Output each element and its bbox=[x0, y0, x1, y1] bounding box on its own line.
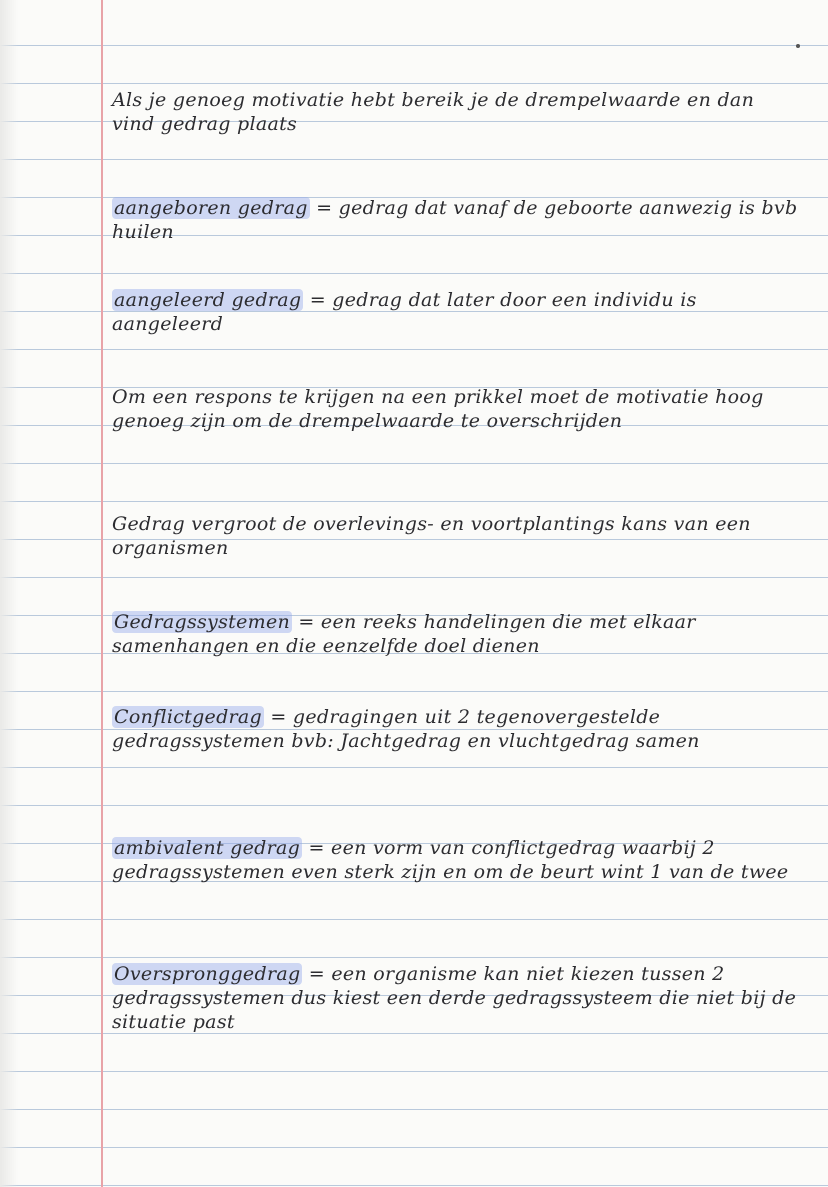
highlighted-term: Conflictgedrag bbox=[114, 706, 263, 728]
note-ambivalent-behaviour bbox=[112, 836, 802, 884]
highlighted-term: aangeboren gedrag bbox=[114, 197, 308, 219]
note-text: = gedragingen uit 2 tegenovergestelde gedragssystemen bvb: Jachtgedrag en vluchtgedrag samen bbox=[112, 706, 700, 752]
highlighted-term: ambivalent gedrag bbox=[114, 837, 301, 859]
note-innate-behaviour bbox=[112, 196, 802, 244]
page-edge-shadow bbox=[0, 0, 18, 1187]
note-response-stimulus bbox=[112, 385, 802, 433]
note-text: = een organisme kan niet kiezen tussen 2 gedragssystemen dus kiest een derde gedragssysteem die niet bij de situatie past bbox=[112, 963, 797, 1033]
note-conflict-behaviour bbox=[112, 705, 802, 753]
note-learned-behaviour bbox=[112, 288, 802, 336]
ink-dot bbox=[796, 44, 800, 48]
note-threshold bbox=[112, 88, 802, 136]
note-survival bbox=[112, 512, 802, 560]
highlighted-term: Gedragssystemen bbox=[114, 611, 291, 633]
note-text: Als je genoeg motivatie hebt bereik je de drempelwaarde en dan vind gedrag plaats bbox=[112, 89, 755, 135]
highlighted-term: Overspronggedrag bbox=[114, 963, 301, 985]
note-text: = een vorm van conflictgedrag waarbij 2 gedragssystemen even sterk zijn en om de beurt wint 1 van de twee bbox=[112, 837, 789, 883]
note-displacement-behaviour bbox=[112, 962, 802, 1034]
note-text: = gedrag dat later door een individu is aangeleerd bbox=[112, 289, 697, 335]
highlighted-term: aangeleerd gedrag bbox=[114, 289, 302, 311]
note-text: = een reeks handelingen die met elkaar samenhangen en die eenzelfde doel dienen bbox=[112, 611, 696, 657]
note-behaviour-systems bbox=[112, 610, 802, 658]
note-text: Gedrag vergroot de overlevings- en voortplantings kans van een organismen bbox=[112, 513, 751, 559]
note-text: = gedrag dat vanaf de geboorte aanwezig is bvb huilen bbox=[112, 197, 798, 243]
margin-line bbox=[101, 0, 103, 1187]
note-text: Om een respons te krijgen na een prikkel moet de motivatie hoog genoeg zijn om de drempelwaarde te overschrijden bbox=[112, 386, 764, 432]
